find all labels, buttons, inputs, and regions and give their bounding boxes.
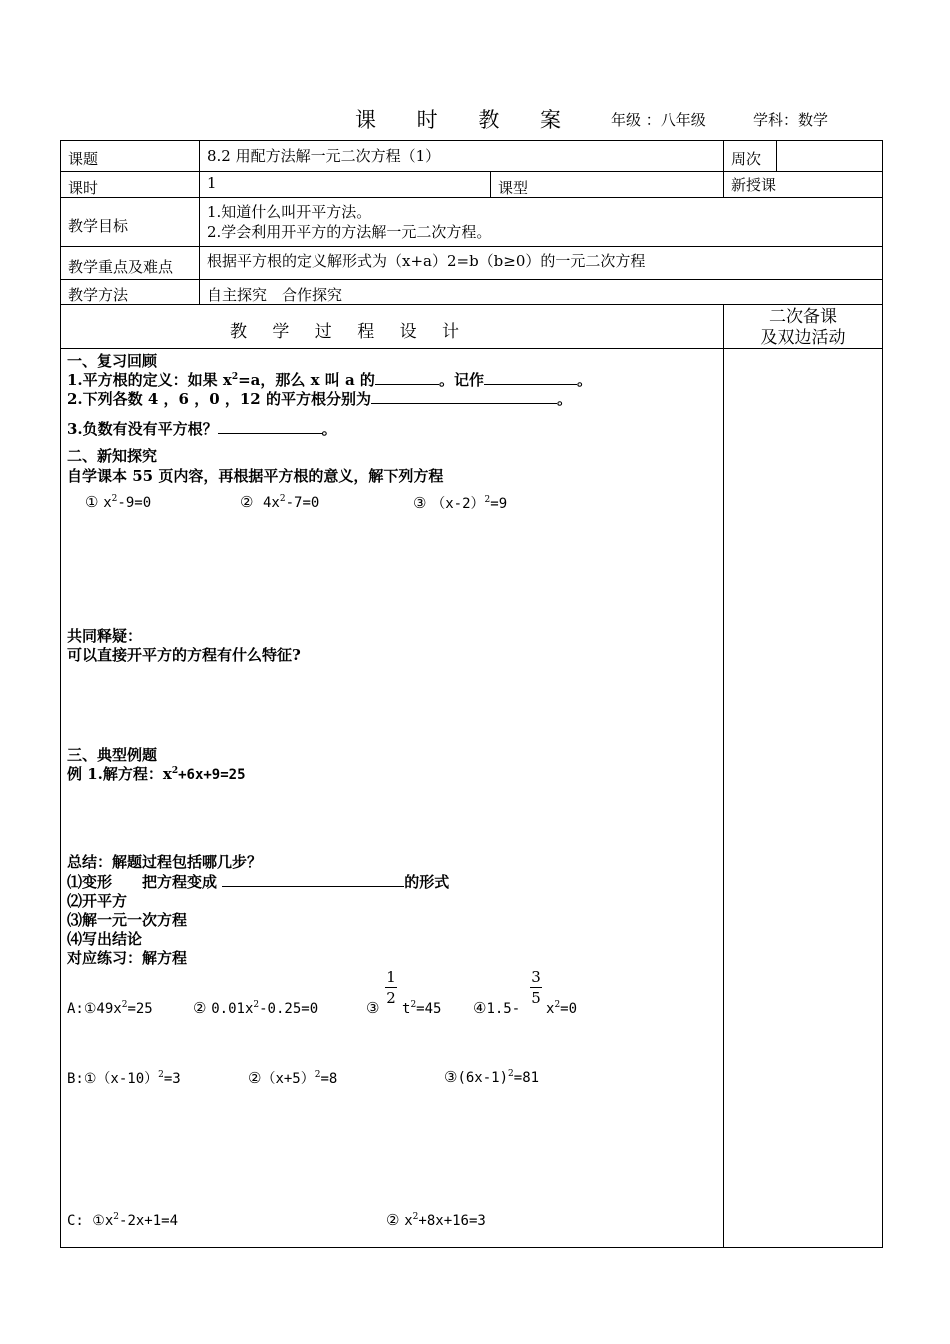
equation-1: ① $x^2-9=0$ [85,493,152,511]
period-label: 课时 [68,179,99,197]
practice-a-1: $A:①49x^2=25$ [67,1000,153,1017]
step-3: ⑶解一元一次方程 [67,911,188,929]
side-heading-line-1: 二次备课 [769,307,837,327]
keypoints-label: 教学重点及难点 [68,258,174,276]
answer-blank [375,370,439,385]
doubt-title: 共同释疑： [67,627,143,645]
practice-title: 对应练习：解方程 [67,949,188,967]
type-value: 新授课 [731,176,777,194]
practice-b-2: $②(x+5)^2=8$ [248,1069,338,1087]
practice-a-3: $t^2=45$ [402,1000,442,1017]
practice-a-3-num: ③ [366,999,380,1017]
answer-blank [484,370,577,385]
week-label: 周次 [731,150,762,168]
section-3-title: 三、典型例题 [67,746,158,764]
section-1-title: 一、复习回顾 [67,352,158,370]
equation-2: ② $4x^2-7=0$ [240,493,320,511]
method-value: 自主探究 合作探究 [207,286,343,304]
section-2-intro: 自学课本 55 页内容，再根据平方根的意义，解下列方程 [67,467,444,485]
type-label: 课型 [498,179,529,197]
question-3: 3.负数有没有平方根？ 。 [67,420,337,438]
practice-a-4-tail: $x^2=0$ [546,1000,578,1017]
topic-label: 课题 [68,150,99,168]
step-4: ⑷写出结论 [67,930,143,948]
step-2: ⑵开平方 [67,892,128,910]
page-title: 课 时 教 案 [355,108,579,132]
goal-2: 2.学会利用开平方的方法解一元二次方程。 [207,223,492,241]
example-1: 例 1.解方程：$x^2+6x+9=25$ [67,765,246,783]
summary-question: 总结：解题过程包括哪几步？ [67,853,263,871]
subject-label: 学科：数学 [753,111,829,129]
practice-a-4: ④1.5- [473,999,521,1017]
goal-1: 1.知道什么叫开平方法。 [207,203,372,221]
fraction-one-half: 1 2 [386,968,396,1007]
practice-c-1: C: $①x^2-2x+1=4$ [67,1212,179,1229]
period-value: 1 [207,174,217,192]
practice-a-2: ② $0.01x^2-0.25=0$ [193,999,319,1017]
grade-label: 年级 ：八年级 [611,111,706,129]
topic-value: 8.2 用配方法解一元二次方程（1） [207,147,441,165]
question-1: 1.平方根的定义：如果 $x^2=a$，那么 x 叫 a 的 。记作 。 [67,371,592,389]
step-1: ⑴变形 把方程变成 的形式 [67,873,450,891]
method-label: 教学方法 [68,286,129,304]
side-heading [724,307,882,349]
practice-c-2: ② $x^2+8x+16=3$ [386,1211,486,1229]
answer-blank [222,872,404,887]
doubt-question: 可以直接开平方的方程有什么特征? [67,646,301,664]
equation-3: ③ $(x-2)^2=9$ [413,494,508,512]
keypoints-value: 根据平方根的定义解形式为（x+a）2=b（b≥0）的一元二次方程 [207,252,646,270]
question-2: 2.下列各数 4 ，6 ，0 ，12 的平方根分别为 。 [67,390,572,408]
answer-blank [371,389,557,404]
practice-b-3: $③(6x-1)^2=81$ [444,1068,540,1086]
answer-blank [218,419,322,434]
process-heading: 教 学 过 程 设 计 [230,322,470,342]
section-2-title: 二、新知探究 [67,447,158,465]
side-heading-line-2: 及双边活动 [760,328,846,348]
fraction-three-fifths: 3 5 [531,968,541,1007]
practice-b-1: $B:①(x-10)^2=3$ [67,1070,181,1087]
goals-label: 教学目标 [68,217,129,235]
